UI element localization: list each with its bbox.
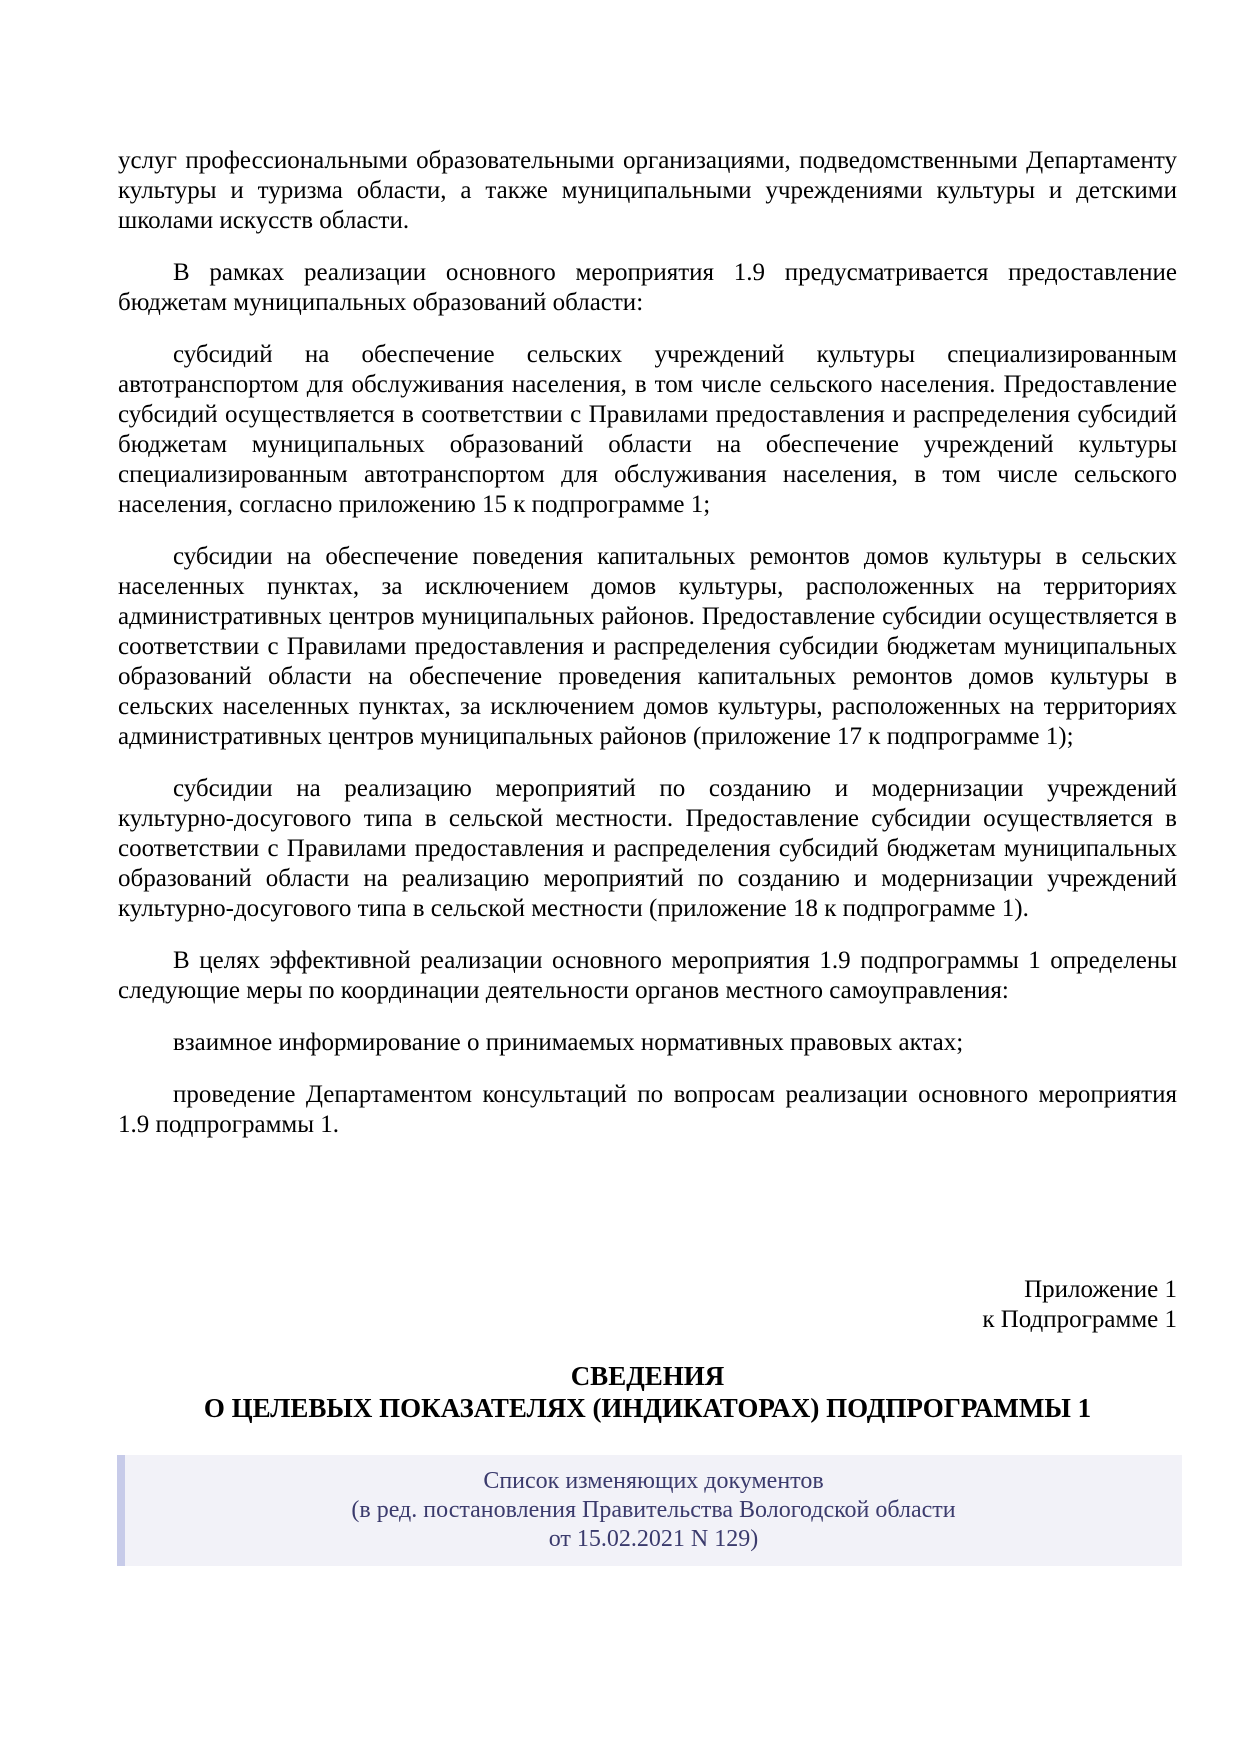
paragraph [118,542,1177,752]
text-line: культурно-досугового типа в сельской местности. Предоставление субсидии осуществляется в [118,805,1177,832]
text-line: субсидии на реализацию мероприятий по созданию и модернизации учреждений [173,775,1177,802]
text-line: школами искусств области. [118,207,410,234]
amendments-note-line: Список изменяющих документов [483,1468,824,1494]
text-line: бюджетам муниципальных образований области на обеспечение учреждений культуры [118,431,1177,458]
text-line: соответствии с Правилами предоставления и распределения субсидии бюджетам муниципальных [118,633,1177,660]
text-line: В рамках реализации основного мероприятия 1.9 предусматривается предоставление [173,259,1177,286]
text-line: образований области на обеспечение проведения капитальных ремонтов домов культуры в [118,663,1177,690]
paragraph [118,258,1177,318]
text-line: субсидии на обеспечение поведения капитальных ремонтов домов культуры в сельских [173,543,1177,570]
appendix-reference [118,1275,1177,1335]
amendments-note-line: от 15.02.2021 N 129) [548,1526,759,1552]
text-line: населения, согласно приложению 15 к подпрограмме 1; [118,491,711,518]
paragraph [118,774,1177,924]
paragraph [118,340,1177,520]
text-line: культурно-досугового типа в сельской местности (приложение 18 к подпрограмме 1). [118,895,1029,922]
paragraph [118,1080,1177,1140]
text-line: бюджетам муниципальных образований области: [118,289,644,316]
amendments-note-line: (в ред. постановления Правительства Вологодской области [351,1497,956,1523]
text-line: автотранспортом для обслуживания населения, в том числе сельского населения. Предоставление [118,371,1177,398]
document-heading-line: О ЦЕЛЕВЫХ ПОКАЗАТЕЛЯХ (ИНДИКАТОРАХ) ПОДПРОГРАММЫ 1 [203,1393,1092,1423]
text-line: В целях эффективной реализации основного мероприятия 1.9 подпрограммы 1 определены [173,947,1177,974]
document-heading [118,1360,1177,1424]
text-line: субсидий осуществляется в соответствии с Правилами предоставления и распределения субсидий [118,401,1177,428]
body-text [118,146,1177,1566]
text-line: 1.9 подпрограммы 1. [118,1111,340,1138]
text-line: образований области на реализацию мероприятий по созданию и модернизации учреждений [118,865,1177,892]
text-line: следующие меры по координации деятельности органов местного самоуправления: [118,977,1009,1004]
text-line: соответствии с Правилами предоставления и распределения субсидий бюджетам муниципальных [118,835,1177,862]
appendix-reference-line: Приложение 1 [1024,1276,1177,1303]
text-line: проведение Департаментом консультаций по вопросам реализации основного мероприятия [173,1081,1177,1108]
text-line: услуг профессиональными образовательными организациями, подведомственными Департаменту [118,147,1177,174]
paragraph [118,946,1177,1006]
amendments-note-box [117,1455,1182,1566]
document-heading-line: СВЕДЕНИЯ [570,1361,725,1391]
text-line: административных центров муниципальных районов (приложение 17 к подпрограмме 1); [118,723,1074,750]
text-line: взаимное информирование о принимаемых нормативных правовых актах; [173,1029,964,1056]
text-line: населенных пунктах, за исключением домов культуры, расположенных на территориях [118,573,1177,600]
text-line: административных центров муниципальных районов. Предоставление субсидии осуществляется в [118,603,1177,630]
paragraph [118,1028,1177,1058]
text-line: сельских населенных пунктах, за исключением домов культуры, расположенных на территориях [118,693,1177,720]
text-line: субсидий на обеспечение сельских учреждений культуры специализированным [173,341,1177,368]
text-line: специализированным автотранспортом для обслуживания населения, в том числе сельского [118,461,1177,488]
text-line: культуры и туризма области, а также муниципальными учреждениями культуры и детскими [118,177,1177,204]
appendix-reference-line: к Подпрограмме 1 [982,1306,1177,1333]
paragraph [118,146,1177,236]
